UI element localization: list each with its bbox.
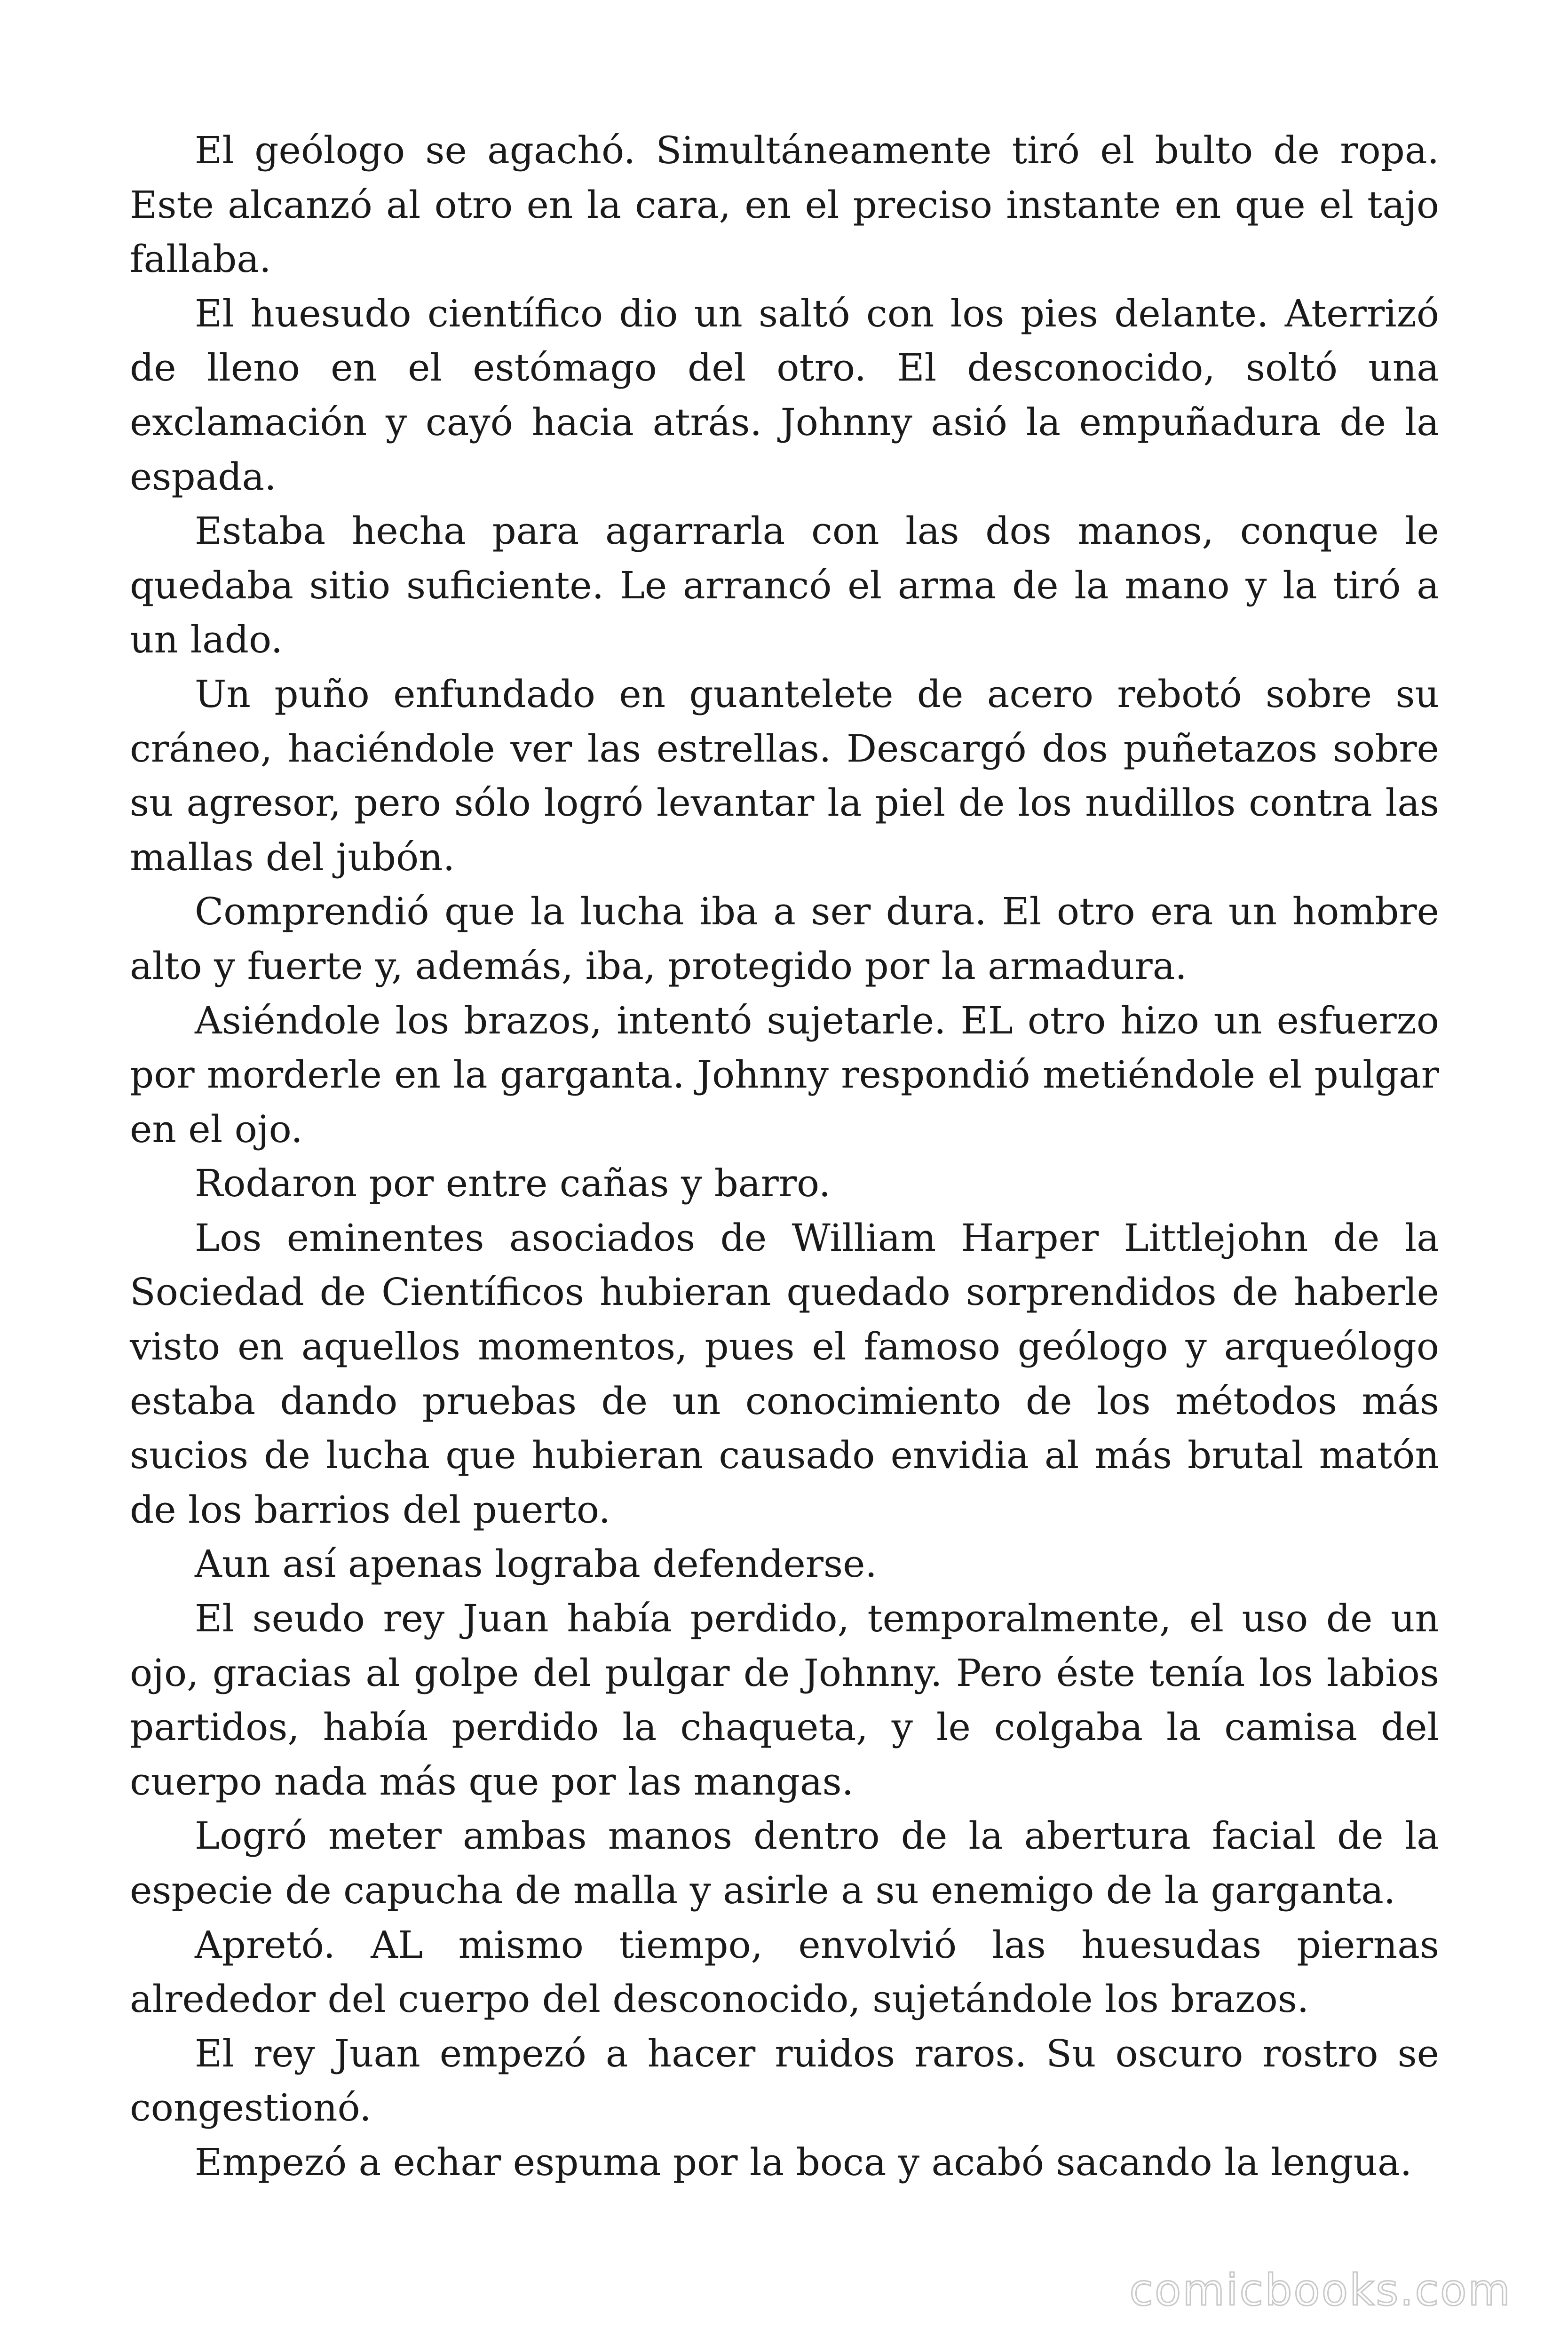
paragraph: El huesudo científico dio un saltó con los pies delante. Aterrizó de lleno en el estómago del otro. El desconocido, soltó una exclamación y cayó hacia atrás. Johnny asió la empuñadura de la espada. bbox=[130, 291, 1439, 499]
paragraph: Empezó a echar espuma por la boca y acabó sacando la lengua. bbox=[195, 2140, 1412, 2184]
paragraph: Asiéndole los brazos, intentó sujetarle. EL otro hizo un esfuerzo por morderle en la garganta. Johnny respondió metiéndole el pulgar en el ojo. bbox=[130, 998, 1439, 1151]
paragraph: Apretó. AL mismo tiempo, envolvió las huesudas piernas alrededor del cuerpo del desconocido, sujetándole los brazos. bbox=[130, 1923, 1439, 2021]
paragraph: Un puño enfundado en guantelete de acero rebotó sobre su cráneo, haciéndole ver las estrellas. Descargó dos puñetazos sobre su agresor, pero sólo logró levantar la piel de los nudillos contra las mallas del jubón. bbox=[130, 672, 1439, 879]
paragraph: El rey Juan empezó a hacer ruidos raros. Su oscuro rostro se congestionó. bbox=[130, 2031, 1439, 2130]
paragraph: El seudo rey Juan había perdido, temporalmente, el uso de un ojo, gracias al golpe del pulgar de Johnny. Pero éste tenía los labios partidos, había perdido la chaqueta, y le colgaba la camisa del cuerpo nada más que por las mangas. bbox=[130, 1597, 1439, 1804]
page-body bbox=[130, 123, 1439, 2190]
paragraph: Comprendió que la lucha iba a ser dura. El otro era un hombre alto y fuerte y, además, iba, protegido por la armadura. bbox=[130, 890, 1439, 988]
paragraph: Los eminentes asociados de William Harper Littlejohn de la Sociedad de Científicos hubieran quedado sorprendidos de haberle visto en aquellos momentos, pues el famoso geólogo y arqueólogo estaba dando pruebas de un conocimiento de los métodos más sucios de lucha que hubieran causado envidia al más brutal matón de los barrios del puerto. bbox=[130, 1216, 1439, 1532]
paragraph: Estaba hecha para agarrarla con las dos manos, conque le quedaba sitio suficiente. Le arrancó el arma de la mano y la tiró a un lado. bbox=[130, 509, 1439, 662]
paragraph: Rodaron por entre cañas y barro. bbox=[195, 1161, 831, 1206]
paragraph: El geólogo se agachó. Simultáneamente tiró el bulto de ropa. Este alcanzó al otro en la cara, en el preciso instante en que el tajo fallaba. bbox=[130, 128, 1439, 281]
watermark: comicbooks.com bbox=[1129, 2265, 1512, 2315]
paragraph: Logró meter ambas manos dentro de la abertura facial de la especie de capucha de malla y asirle a su enemigo de la garganta. bbox=[130, 1814, 1439, 1912]
paragraph: Aun así apenas lograba defenderse. bbox=[195, 1542, 877, 1586]
